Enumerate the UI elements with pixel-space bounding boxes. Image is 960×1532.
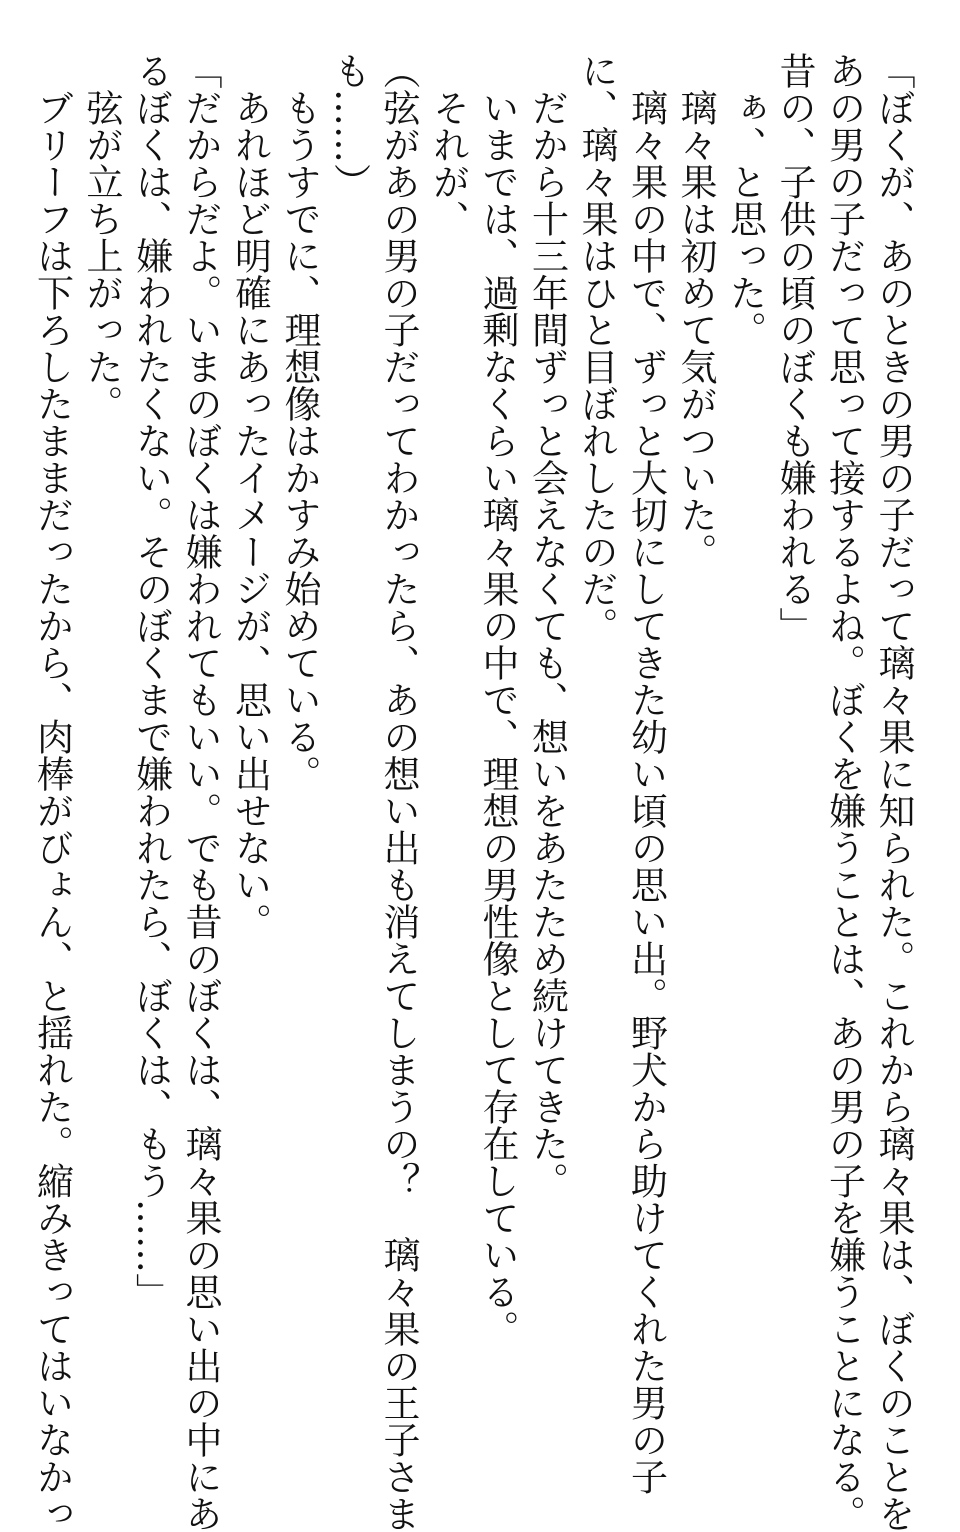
text-line-14: あれほど明確にあったイメージが、思い出せない。 (228, 52, 272, 940)
vertical-text-body (27, 52, 918, 1532)
text-line-16: るぼくは、嫌われたくない。そのぼくまで嫌われたら、ぼくは、もう……」 (129, 52, 173, 1310)
text-line-17: 弦が立ち上がった。 (80, 52, 123, 422)
text-line-2: あの男の子だって思って接するよね。ぼくを嫌うことは、あの男の子を嫌うことになる。 (822, 52, 866, 1532)
text-line-12: も……） (327, 52, 371, 200)
text-line-1: 「ぼくが、あのときの男の子だって璃々果に知られた。これから璃々果は、ぼくのことを (872, 52, 915, 1532)
text-line-4: ぁ、と思った。 (723, 52, 767, 348)
text-line-13: もうすでに、理想像はかすみ始めている。 (278, 52, 321, 792)
text-line-6: 璃々果の中で、ずっと大切にしてきた幼い頃の思い出。野犬から助けてくれた男の子 (624, 52, 668, 1495)
text-line-10: それが、 (426, 52, 470, 237)
text-line-11: （弦があの男の子だってわかったら、あの想い出も消えてしまうの？ 璃々果の王子さま (377, 52, 420, 1532)
text-line-3: 昔の、子供の頃のぼくも嫌われる」 (773, 52, 816, 644)
text-line-5: 璃々果は初めて気がついた。 (674, 52, 717, 570)
text-line-8: だから十三年間ずっと会えなくても、想いをあたため続けてきた。 (525, 52, 569, 1199)
text-line-18: ブリーフは下ろしたままだったから、肉棒がびょん、と揺れた。縮みきってはいなかっ (30, 52, 74, 1532)
text-line-7: に、璃々果はひと目ぼれしたのだ。 (575, 52, 618, 644)
text-line-15: 「だからだよ。いまのぼくは嫌われてもいい。でも昔のぼくは、璃々果の思い出の中にあ (179, 52, 222, 1532)
text-line-9: いまでは、過剰なくらい璃々果の中で、理想の男性像として存在している。 (476, 52, 519, 1347)
